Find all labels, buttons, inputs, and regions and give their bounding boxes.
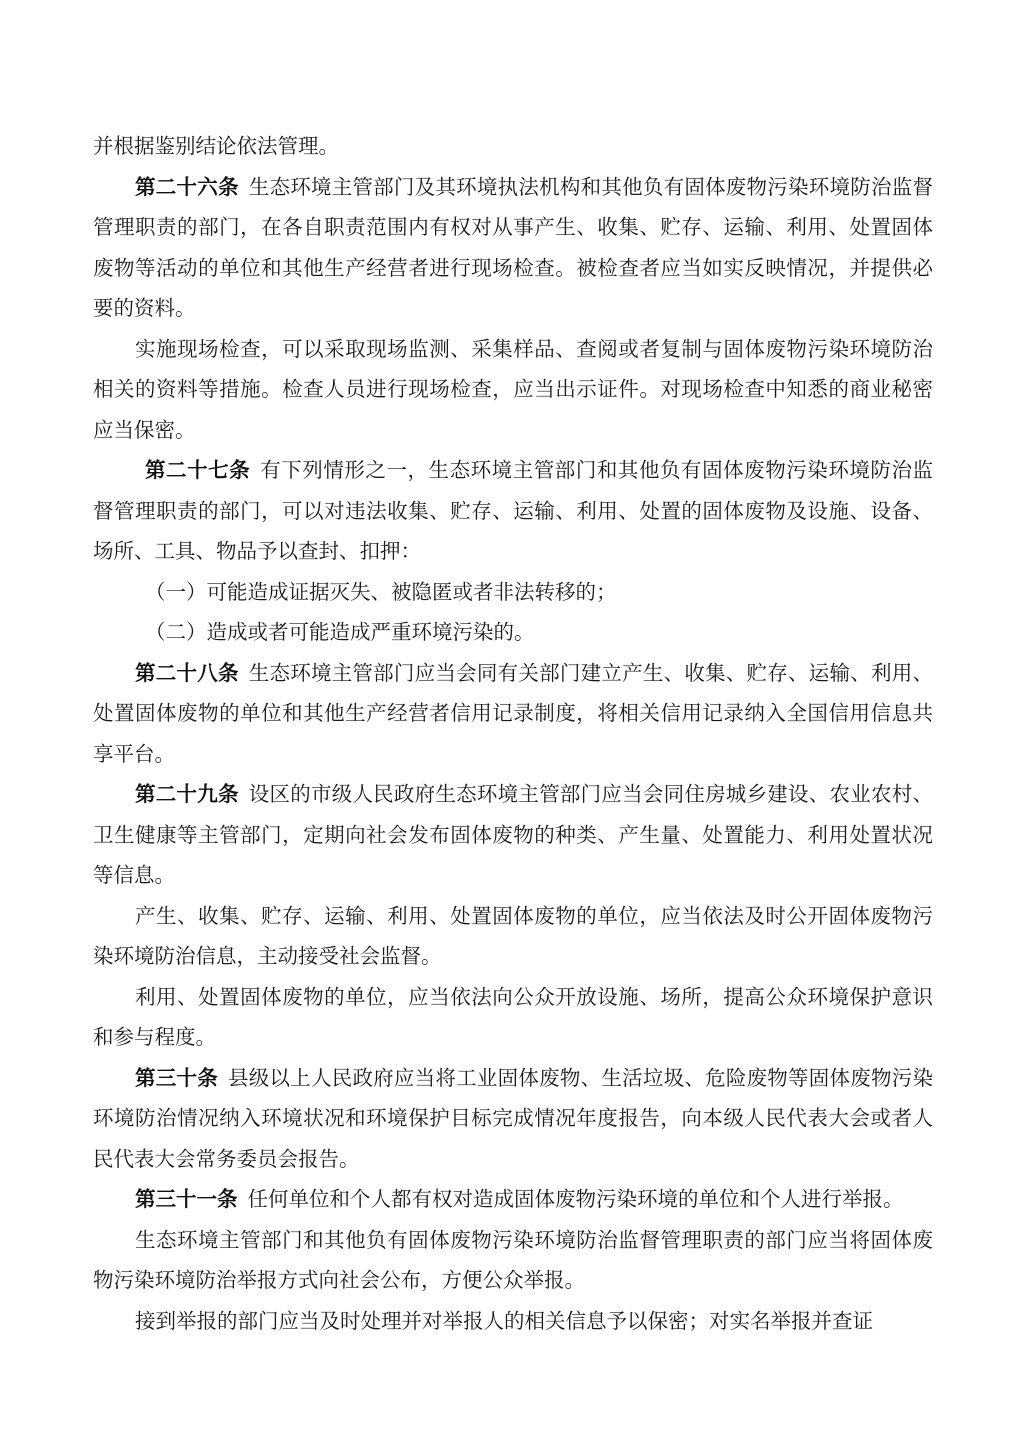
article-26-paragraph-2 <box>93 329 933 451</box>
article-27-paragraph <box>93 450 933 572</box>
paragraph-continuation <box>93 126 933 167</box>
article-29-paragraph-3 <box>93 977 933 1058</box>
article-26-paragraph <box>93 167 933 329</box>
article-label: 第二十九条 <box>135 782 239 806</box>
paragraph-text: 利用、处置固体废物的单位，应当依法向公众开放设施、场所，提高公众环境保护意识和参与程度。 <box>93 984 933 1049</box>
article-30-paragraph <box>93 1058 933 1180</box>
paragraph-text: 生态环境主管部门和其他负有固体废物污染环境防治监督管理职责的部门应当将固体废物污染环境防治举报方式向社会公布，方便公众举报。 <box>93 1227 933 1292</box>
article-label: 第二十八条 <box>135 660 239 685</box>
list-item-text: （二）造成或者可能造成严重环境污染的。 <box>145 620 535 644</box>
article-label: 第三十条 <box>135 1065 218 1090</box>
article-29-paragraph <box>93 774 933 896</box>
paragraph-text: 县级以上人民政府应当将工业固体废物、生活垃圾、危险废物等固体废物污染环境防治情况纳入环境状况和环境保护目标完成情况年度报告，向本级人民代表大会或者人民代表大会常务委员会报告。 <box>93 1065 934 1171</box>
article-31-paragraph <box>93 1179 933 1220</box>
list-item-text: （一）可能造成证据灭失、被隐匿或者非法转移的； <box>145 579 617 604</box>
paragraph-text: 接到举报的部门应当及时处理并对举报人的相关信息予以保密；对实名举报并查证 <box>135 1308 873 1333</box>
paragraph-text: 产生、收集、贮存、运输、利用、处置固体废物的单位，应当依法及时公开固体废物污染环境防治信息，主动接受社会监督。 <box>93 903 933 968</box>
article-31-paragraph-3 <box>93 1301 933 1342</box>
paragraph-text: 生态环境主管部门及其环境执法机构和其他负有固体废物污染环境防治监督管理职责的部门，在各自职责范围内有权对从事产生、收集、贮存、运输、利用、处置固体废物等活动的单位和其他生产经营者进行现场检查。被检查者应当如实反映情况，并提供必要的资料。 <box>93 174 934 320</box>
article-label: 第二十七条 <box>145 458 251 482</box>
list-item-2 <box>93 612 933 653</box>
paragraph-text: 实施现场检查，可以采取现场监测、采集样品、查阅或者复制与固体废物污染环境防治相关的资料等措施。检查人员进行现场检查，应当出示证件。对现场检查中知悉的商业秘密应当保密。 <box>93 336 933 442</box>
article-29-paragraph-2 <box>93 896 933 977</box>
article-label: 第三十一条 <box>135 1187 238 1211</box>
paragraph-text: 设区的市级人民政府生态环境主管部门应当会同住房城乡建设、农业农村、卫生健康等主管部门，定期向社会发布固体废物的种类、产生量、处置能力、利用处置状况等信息。 <box>93 782 934 887</box>
document-page <box>93 126 933 1341</box>
article-28-paragraph <box>93 653 933 775</box>
article-31-paragraph-2 <box>93 1220 933 1301</box>
paragraph-text: 任何单位和个人都有权对造成固体废物污染环境的单位和个人进行举报。 <box>247 1187 904 1211</box>
paragraph-text: 有下列情形之一，生态环境主管部门和其他负有固体废物污染环境防治监督管理职责的部门，可以对违法收集、贮存、运输、利用、处置的固体废物及设施、设备、场所、工具、物品予以查封、扣押： <box>93 458 934 563</box>
paragraph-text: 并根据鉴别结论依法管理。 <box>93 134 339 158</box>
paragraph-text: 生态环境主管部门应当会同有关部门建立产生、收集、贮存、运输、利用、处置固体废物的单位和其他生产经营者信用记录制度，将相关信用记录纳入全国信用信息共享平台。 <box>93 660 934 766</box>
list-item-1 <box>93 572 933 613</box>
article-label: 第二十六条 <box>135 174 239 199</box>
